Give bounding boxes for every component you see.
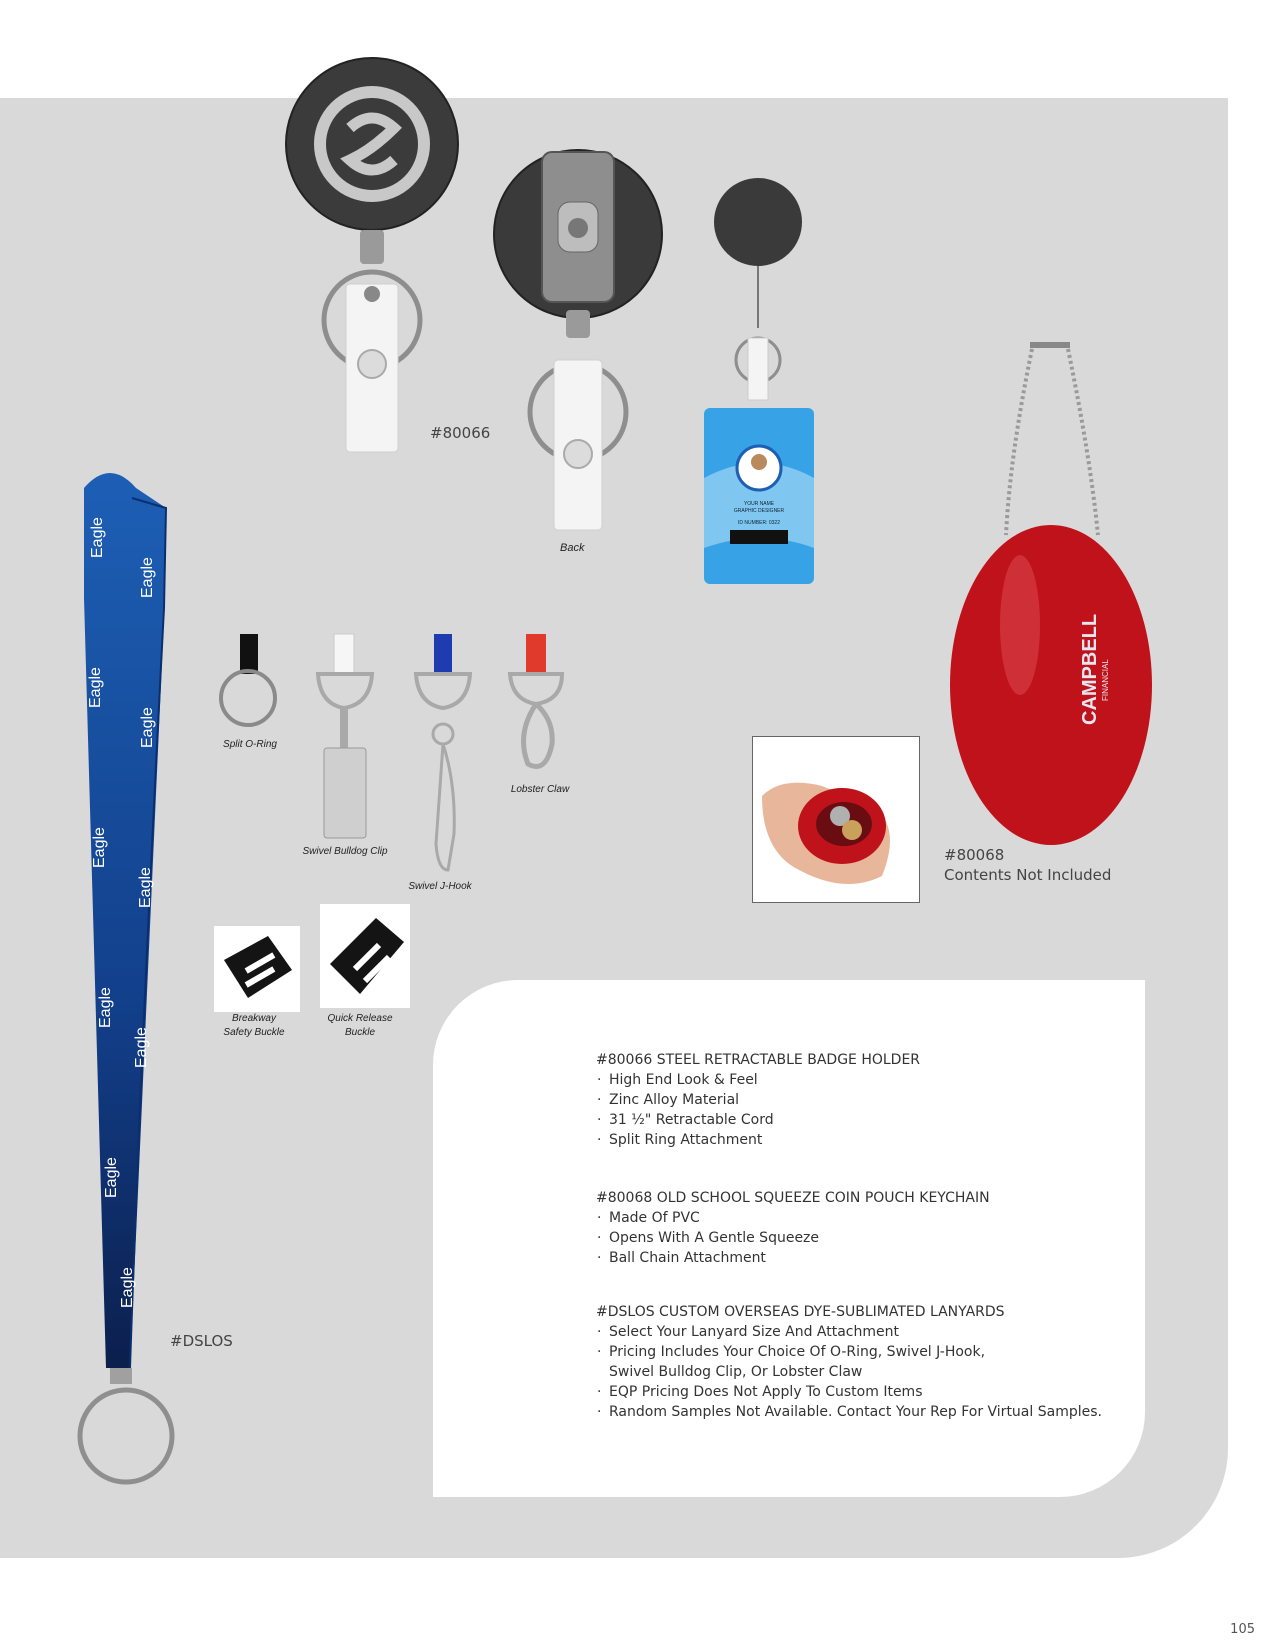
- pouch-brand-sub-text: FINANCIAL: [1101, 659, 1110, 701]
- swivel-bulldog-clip-image: [310, 634, 380, 844]
- product-dslos-title: #DSLOS CUSTOM OVERSEAS DYE-SUBLIMATED LANYARDS: [596, 1304, 1005, 1320]
- lanyard-print-8: Eagle: [133, 1027, 150, 1068]
- product-80066-bullet: · Zinc Alloy Material: [596, 1090, 920, 1110]
- product-dslos-bullet-continued: Swivel Bulldog Clip, Or Lobster Claw: [609, 1364, 863, 1380]
- page-number: 105: [1230, 1622, 1255, 1637]
- split-o-ring-image: [218, 634, 278, 729]
- swivel-j-hook-caption: Swivel J-Hook: [408, 881, 472, 892]
- badge-reel-back-image: [494, 150, 664, 535]
- lanyard-print-4: Eagle: [139, 707, 156, 748]
- badge-reel-front-image: [280, 58, 470, 458]
- product-dslos-bullet: · Select Your Lanyard Size And Attachment: [596, 1322, 1102, 1342]
- pouch-brand-text: CAMPBELL: [1079, 613, 1101, 725]
- lobster-claw-image: [506, 634, 576, 774]
- quick-release-buckle-caption: [310, 1012, 410, 1040]
- breakaway-line1: Breakway: [232, 1013, 276, 1024]
- breakaway-safety-buckle-caption: [204, 1012, 304, 1040]
- lanyard-image: [70, 468, 180, 1488]
- lobster-claw-caption: Lobster Claw: [510, 784, 570, 795]
- swivel-bulldog-clip-caption: Swivel Bulldog Clip: [302, 846, 388, 857]
- product-dslos-bullet: · Random Samples Not Available. Contact Your Rep For Virtual Samples.: [596, 1402, 1102, 1422]
- hand-squeeze-photo: [752, 736, 920, 903]
- lanyard-print-1: Eagle: [89, 517, 106, 558]
- product-dslos-bullet: · EQP Pricing Does Not Apply To Custom Items: [596, 1382, 1102, 1402]
- lanyard-print-10: Eagle: [119, 1267, 136, 1308]
- pouch-item-number: #80068: [944, 846, 1005, 864]
- badge-item-number: #80066: [430, 424, 491, 442]
- product-80066-description: [596, 1050, 920, 1150]
- product-80068-title: #80068 OLD SCHOOL SQUEEZE COIN POUCH KEYCHAIN: [596, 1190, 990, 1206]
- product-80066-bullet: · High End Look & Feel: [596, 1070, 920, 1090]
- breakaway-line2: Safety Buckle: [223, 1027, 285, 1038]
- product-80068-bullet: · Opens With A Gentle Squeeze: [596, 1228, 990, 1248]
- lanyard-print-2: Eagle: [139, 557, 156, 598]
- product-dslos-description: [596, 1302, 1102, 1422]
- breakaway-safety-buckle-image: [214, 926, 300, 1012]
- id-card-number-text: ID NUMBER: 0322: [738, 520, 780, 526]
- id-card-name-text: YOUR NAME: [743, 501, 775, 507]
- swivel-j-hook-image: [408, 634, 478, 878]
- product-80066-bullet: · Split Ring Attachment: [596, 1130, 920, 1150]
- id-card-role-text: GRAPHIC DESIGNER: [733, 508, 785, 514]
- product-80068-description: [596, 1188, 990, 1268]
- lanyard-print-6: Eagle: [137, 867, 154, 908]
- split-o-ring-caption: Split O-Ring: [223, 739, 277, 750]
- badge-reel-with-id-card-image: [700, 178, 820, 588]
- lanyard-item-number: #DSLOS: [170, 1332, 233, 1350]
- lanyard-print-7: Eagle: [97, 987, 114, 1028]
- pouch-contents-note: Contents Not Included: [944, 866, 1112, 884]
- quick-release-buckle-image: [320, 904, 410, 1008]
- product-80066-bullet: · 31 ½" Retractable Cord: [596, 1110, 920, 1130]
- product-80066-title: #80066 STEEL RETRACTABLE BADGE HOLDER: [596, 1052, 921, 1068]
- product-80068-bullet: · Made Of PVC: [596, 1208, 990, 1228]
- quick-release-line1: Quick Release: [327, 1013, 393, 1024]
- lanyard-print-5: Eagle: [91, 827, 108, 868]
- badge-back-caption: Back: [560, 542, 585, 554]
- lanyard-print-3: Eagle: [87, 667, 104, 708]
- product-dslos-bullet: · Pricing Includes Your Choice Of O-Ring, Swivel J-Hook,: [596, 1342, 1102, 1362]
- quick-release-line2: Buckle: [344, 1027, 375, 1038]
- lanyard-print-9: Eagle: [103, 1157, 120, 1198]
- product-80068-bullet: · Ball Chain Attachment: [596, 1248, 990, 1268]
- coin-pouch-image: [950, 345, 1160, 845]
